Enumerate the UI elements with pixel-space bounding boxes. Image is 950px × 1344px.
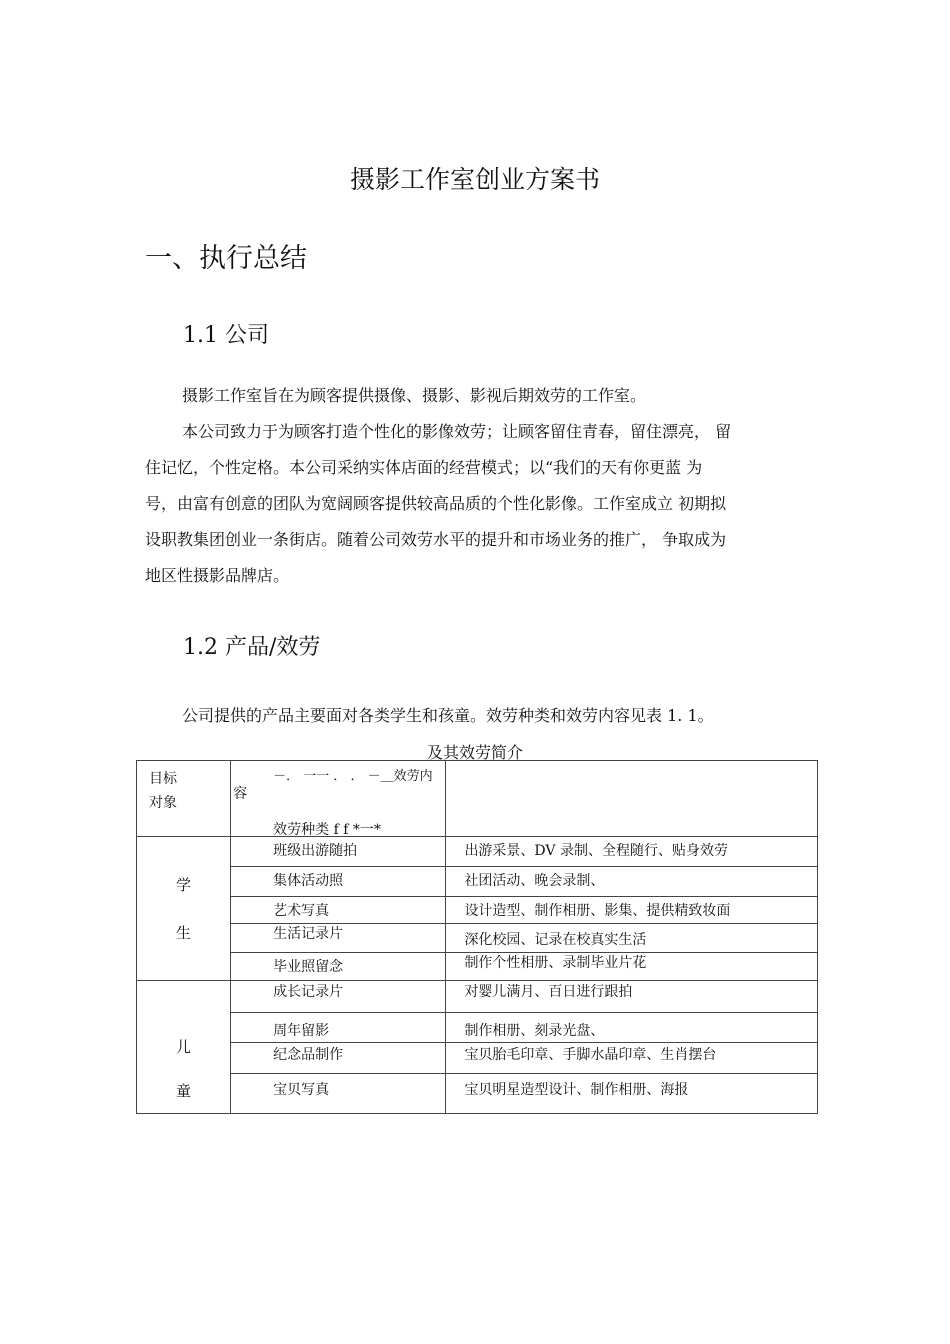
header-service-type: 效劳种类 f f *一* <box>273 822 381 838</box>
header-content-char: 容 <box>233 786 248 802</box>
service-name: 周年留影 <box>273 1023 330 1039</box>
service-name: 成长记录片 <box>273 984 344 1000</box>
company-para-line: 住记忆，个性定格。本公司采纳实体店面的经营模式；以“我们的天有你更蓝 为 <box>145 458 703 477</box>
service-content: 宝贝明星造型设计、制作相册、海报 <box>464 1082 689 1098</box>
service-content: 深化校园、记录在校真实生活 <box>464 932 647 948</box>
table-row <box>137 953 818 981</box>
group-char: 童 <box>176 1082 192 1100</box>
service-content: 社团活动、晚会录制、 <box>464 873 605 889</box>
service-content: 设计造型、制作相册、影集、提供精致妆面 <box>464 903 731 919</box>
document-title: 摄影工作室创业方案书 <box>349 165 600 194</box>
service-table <box>136 760 818 1114</box>
products-intro: 公司提供的产品主要面对各类学生和孩童。效劳种类和效劳内容见表 1. 1。 <box>182 706 714 725</box>
group-char: 儿 <box>176 1038 192 1056</box>
group-cell-children <box>137 981 231 1114</box>
company-para-line: 本公司致力于为顾客打造个性化的影像效劳；让顾客留住青春，留住漂亮， 留 <box>182 422 732 441</box>
company-para-line: 号，由富有创意的团队为宽阔顾客提供较高品质的个性化影像。工作室成立 初期拟 <box>145 494 727 513</box>
service-name: 生活记录片 <box>273 926 344 942</box>
table-row <box>137 837 818 867</box>
service-name: 集体活动照 <box>273 873 344 889</box>
table-row <box>137 1043 818 1074</box>
table-header-row <box>137 761 818 837</box>
header-target-line: 目标 <box>149 771 177 787</box>
service-content: 制作个性相册、录制毕业片花 <box>464 955 647 971</box>
company-intro-line: 摄影工作室旨在为顾客提供摄像、摄影、影视后期效劳的工作室。 <box>182 386 647 405</box>
service-name: 班级出游随拍 <box>273 843 358 859</box>
table-row <box>137 924 818 953</box>
table-row <box>137 867 818 897</box>
service-content: 制作相册、刻录光盘、 <box>464 1023 605 1039</box>
service-name: 毕业照留念 <box>273 959 344 975</box>
company-para-line: 地区性摄影品牌店。 <box>145 566 290 585</box>
table-row <box>137 1013 818 1043</box>
header-target-line: 对象 <box>149 795 177 811</box>
table-caption: 及其效劳简介 <box>426 743 523 762</box>
service-content: 对婴儿满月、百日进行跟拍 <box>464 984 633 1000</box>
company-para-line: 设职教集团创业一条街店。随着公司效劳水平的提升和市场业务的推广， 争取成为 <box>145 530 727 549</box>
group-char: 生 <box>176 923 192 942</box>
header-garbled-text: －． 一一 ． ． －＿效劳内 <box>273 769 433 784</box>
table-row <box>137 1074 818 1114</box>
header-target-cell <box>137 761 231 837</box>
service-name: 纪念品制作 <box>273 1047 344 1063</box>
header-service-cell <box>231 761 446 837</box>
service-name: 宝贝写真 <box>273 1082 330 1098</box>
subsection-heading-company: 1.1 公司 <box>183 323 269 348</box>
section-heading-executive-summary: 一、执行总结 <box>145 243 307 274</box>
service-content: 宝贝胎毛印章、手脚水晶印章、生肖摆台 <box>464 1047 717 1063</box>
group-char: 学 <box>176 875 192 894</box>
service-name: 艺术写真 <box>273 903 330 919</box>
header-empty-cell <box>446 761 818 837</box>
group-cell-students <box>137 837 231 981</box>
table-row <box>137 897 818 924</box>
table-row <box>137 981 818 1013</box>
subsection-heading-products: 1.2 产品/效劳 <box>183 635 321 660</box>
service-content: 出游采景、DV 录制、全程随行、贴身效劳 <box>464 843 728 859</box>
